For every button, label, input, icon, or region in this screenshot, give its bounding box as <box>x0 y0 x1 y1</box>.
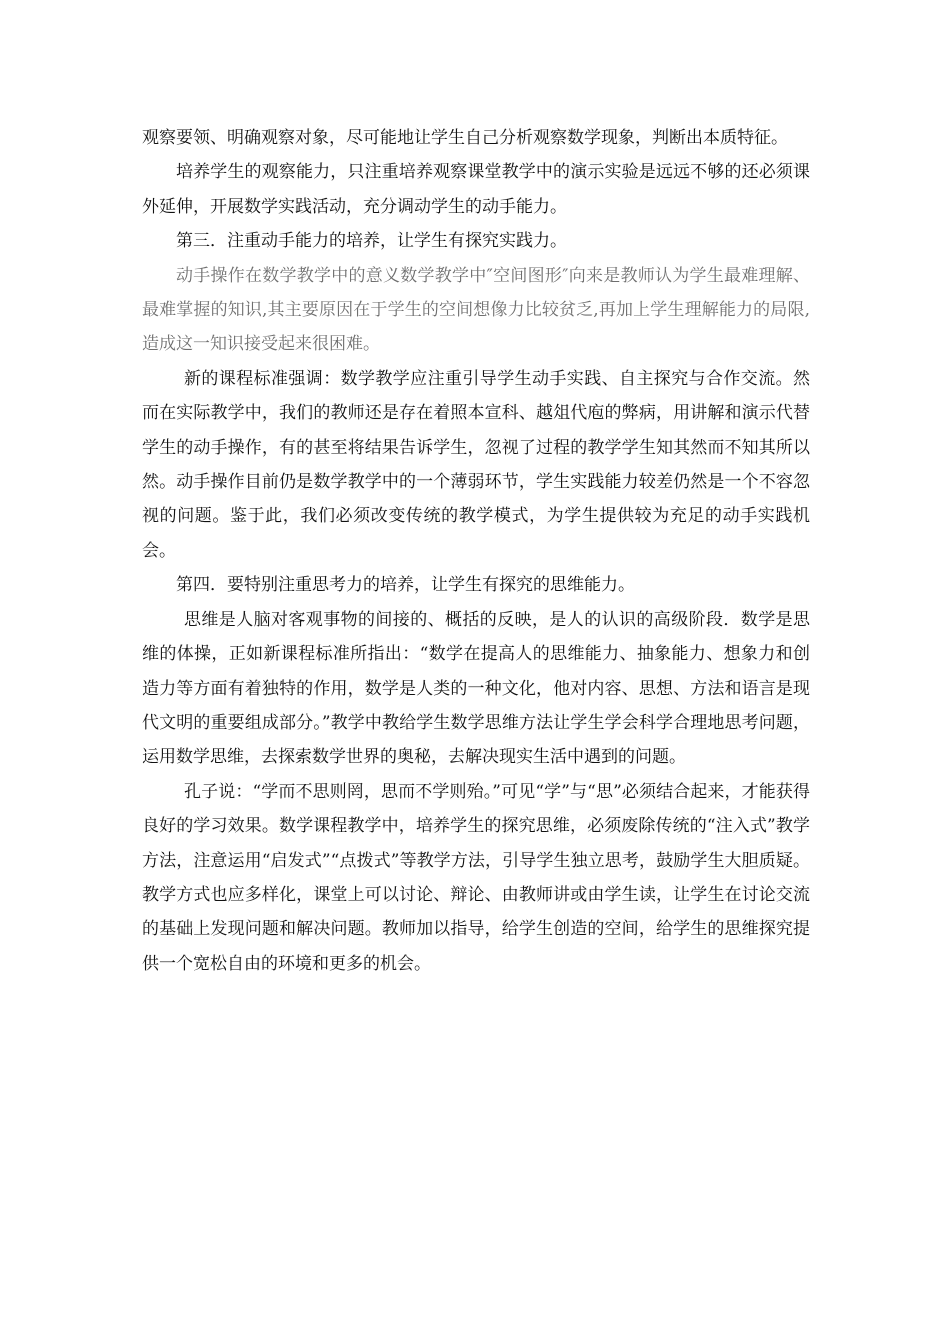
paragraph-7: 思维是人脑对客观事物的间接的、概括的反映，是人的认识的高级阶段．数学是思维的体操，正如新课程标准所指出：“数学在提高人的思维能力、抽象能力、想象力和创造力等方面有着独特的作用，数学是人类的一种文化，他对内容、思想、方法和语言是现代文明的重要组成部分。”教学中教给学生数学思维方法让学生学会科学合理地思考问题，运用数学思维，去探索数学世界的奥秘，去解决现实生活中遇到的问题。 <box>142 609 810 768</box>
paragraph-1: 观察要领、明确观察对象，尽可能地让学生自己分析观察数学现象，判断出本质特征。 <box>142 128 788 148</box>
paragraph-8: 孔子说：“学而不思则罔，思而不学则殆。”可见“学”与“思”必须结合起来，才能获得良好的学习效果。数学课程教学中，培养学生的探究思维，必须废除传统的“注入式”教学方法，注意运用“启发式”“点拨式”等教学方法，引导学生独立思考，鼓励学生大胆质疑。教学方式也应多样化，课堂上可以讨论、辩论、由教师讲或由学生读，让学生在讨论交流的基础上发现问题和解决问题。教师加以指导，给学生创造的空间，给学生的思维探究提供一个宽松自由的环境和更多的机会。 <box>142 781 810 974</box>
paragraph-5: 新的课程标准强调：数学教学应注重引导学生动手实践、自主探究与合作交流。然而在实际教学中，我们的教师还是存在着照本宣科、越俎代庖的弊病，用讲解和演示代替学生的动手操作，有的甚至将结果告诉学生，忽视了过程的教学学生知其然而不知其所以然。动手操作目前仍是数学教学中的一个薄弱环节，学生实践能力较差仍然是一个不容忽视的问题。鉴于此，我们必须改变传统的教学模式，为学生提供较为充足的动手实践机会。 <box>142 368 810 561</box>
section-heading-4: 第四．要特别注重思考力的培养，让学生有探究的思维能力。 <box>176 575 635 596</box>
paragraph-4: 动手操作在数学教学中的意义数学教学中″空间图形″向来是教师认为学生最难理解、最难掌握的知识,其主要原因在于学生的空间想像力比较贫乏,再加上学生理解能力的局限,造成这一知识接受起来很困难。 <box>142 265 810 355</box>
document-page <box>142 121 810 981</box>
paragraph-2: 培养学生的观察能力，只注重培养观察课堂教学中的演示实验是远远不够的还必须课外延伸，开展数学实践活动，充分调动学生的动手能力。 <box>142 162 810 217</box>
section-heading-3: 第三．注重动手能力的培养，让学生有探究实践力。 <box>176 231 567 252</box>
